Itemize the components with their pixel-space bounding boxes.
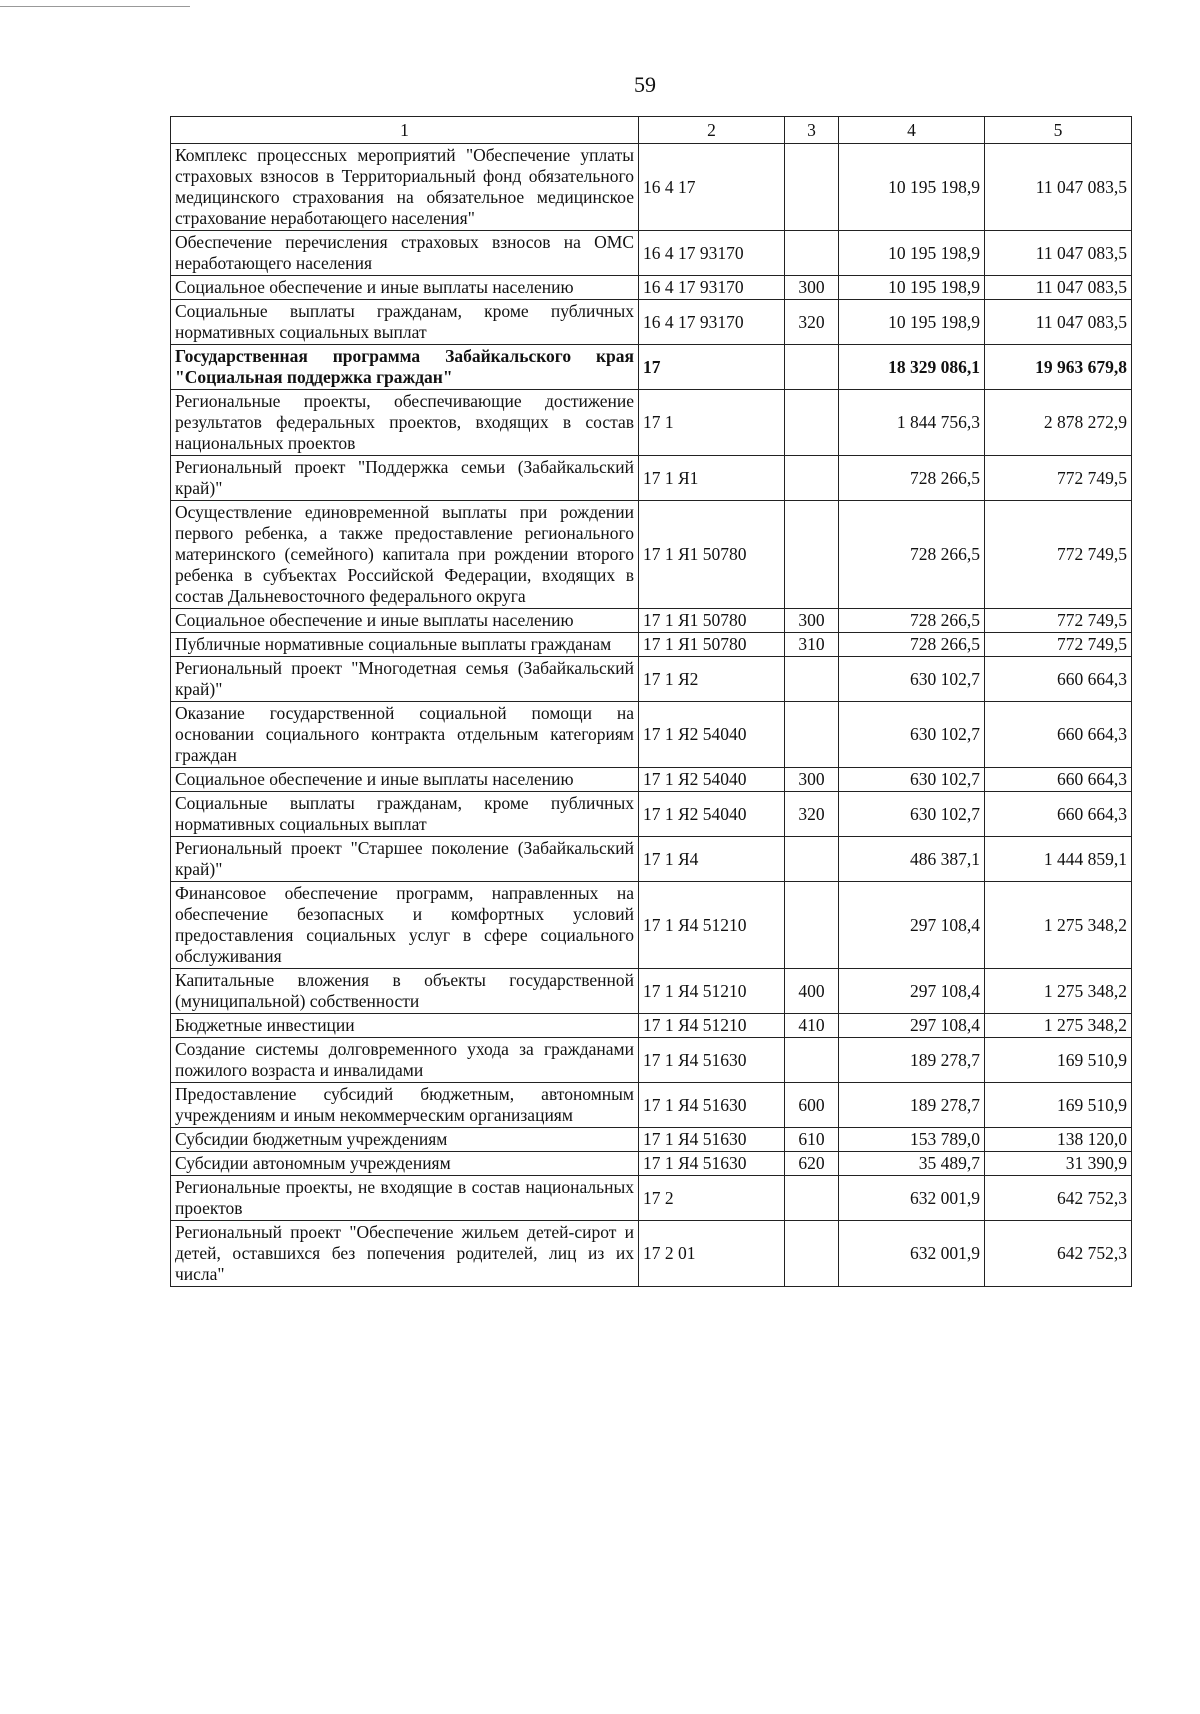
row-name: Социальные выплаты гражданам, кроме публичных нормативных социальных выплат — [171, 792, 639, 837]
row-amount-1: 10 195 198,9 — [839, 144, 985, 231]
row-name: Региональный проект "Многодетная семья (Забайкальский край)" — [171, 657, 639, 702]
table-row — [171, 144, 1132, 231]
row-code: 17 1 Я4 51630 — [639, 1038, 785, 1083]
row-expense-type: 300 — [785, 768, 839, 792]
row-name: Обеспечение перечисления страховых взносов на ОМС неработающего населения — [171, 231, 639, 276]
row-amount-2: 169 510,9 — [985, 1083, 1132, 1128]
row-expense-type — [785, 657, 839, 702]
row-expense-type: 300 — [785, 609, 839, 633]
row-code: 17 1 Я4 51210 — [639, 882, 785, 969]
row-amount-2: 1 444 859,1 — [985, 837, 1132, 882]
page-number: 59 — [634, 72, 656, 97]
row-amount-2: 2 878 272,9 — [985, 390, 1132, 456]
table-row — [171, 231, 1132, 276]
table-row — [171, 300, 1132, 345]
table-row — [171, 609, 1132, 633]
row-amount-2: 169 510,9 — [985, 1038, 1132, 1083]
header-col-5: 5 — [985, 117, 1132, 144]
row-name: Финансовое обеспечение программ, направленных на обеспечение безопасных и комфортных условий предоставления социальных услуг в сфере социального обслуживания — [171, 882, 639, 969]
row-expense-type — [785, 231, 839, 276]
row-amount-2: 772 749,5 — [985, 501, 1132, 609]
row-amount-1: 1 844 756,3 — [839, 390, 985, 456]
header-row — [171, 117, 1132, 144]
row-amount-2: 642 752,3 — [985, 1176, 1132, 1221]
row-name: Предоставление субсидий бюджетным, автономным учреждениям и иным некоммерческим организациям — [171, 1083, 639, 1128]
row-amount-2: 660 664,3 — [985, 702, 1132, 768]
table-row — [171, 1152, 1132, 1176]
header-col-3: 3 — [785, 117, 839, 144]
row-expense-type: 620 — [785, 1152, 839, 1176]
row-name: Комплекс процессных мероприятий "Обеспечение уплаты страховых взносов в Территориальный фонд обязательного медицинского страхования на обязательное медицинское страхование неработающего населения" — [171, 144, 639, 231]
row-expense-type — [785, 1221, 839, 1287]
row-name: Осуществление единовременной выплаты при рождении первого ребенка, а также предоставление регионального материнского (семейного) капитала при рождении второго ребенка в субъектах Российской Федерации, входящих в состав Дальневосточного федерального округа — [171, 501, 639, 609]
row-code: 16 4 17 93170 — [639, 276, 785, 300]
row-code: 17 1 Я1 50780 — [639, 633, 785, 657]
budget-table-body — [171, 117, 1132, 1287]
row-expense-type — [785, 345, 839, 390]
row-amount-2: 772 749,5 — [985, 609, 1132, 633]
row-amount-2: 642 752,3 — [985, 1221, 1132, 1287]
row-name: Региональный проект "Старшее поколение (Забайкальский край)" — [171, 837, 639, 882]
row-amount-2: 1 275 348,2 — [985, 1014, 1132, 1038]
row-amount-1: 728 266,5 — [839, 501, 985, 609]
row-amount-2: 11 047 083,5 — [985, 276, 1132, 300]
row-name: Государственная программа Забайкальского края "Социальная поддержка граждан" — [171, 345, 639, 390]
row-amount-2: 660 664,3 — [985, 792, 1132, 837]
row-code: 17 1 Я2 — [639, 657, 785, 702]
row-name: Субсидии автономным учреждениям — [171, 1152, 639, 1176]
table-row — [171, 837, 1132, 882]
row-code: 17 1 Я2 54040 — [639, 792, 785, 837]
table-row — [171, 1128, 1132, 1152]
table-row — [171, 390, 1132, 456]
row-name: Социальное обеспечение и иные выплаты населению — [171, 276, 639, 300]
row-amount-1: 630 102,7 — [839, 768, 985, 792]
row-amount-1: 728 266,5 — [839, 609, 985, 633]
row-code: 17 1 Я1 50780 — [639, 501, 785, 609]
scan-top-line — [0, 6, 190, 7]
row-code: 17 — [639, 345, 785, 390]
row-name: Субсидии бюджетным учреждениям — [171, 1128, 639, 1152]
row-expense-type — [785, 1038, 839, 1083]
row-code: 16 4 17 — [639, 144, 785, 231]
row-expense-type: 310 — [785, 633, 839, 657]
row-expense-type — [785, 144, 839, 231]
row-code: 17 1 Я4 51210 — [639, 969, 785, 1014]
table-row — [171, 768, 1132, 792]
row-name: Капитальные вложения в объекты государственной (муниципальной) собственности — [171, 969, 639, 1014]
row-amount-2: 19 963 679,8 — [985, 345, 1132, 390]
row-code: 16 4 17 93170 — [639, 300, 785, 345]
header-col-2: 2 — [639, 117, 785, 144]
row-code: 17 1 Я1 — [639, 456, 785, 501]
table-row — [171, 1038, 1132, 1083]
row-expense-type: 300 — [785, 276, 839, 300]
row-amount-1: 297 108,4 — [839, 1014, 985, 1038]
row-expense-type — [785, 837, 839, 882]
row-amount-1: 10 195 198,9 — [839, 300, 985, 345]
row-name: Создание системы долговременного ухода за гражданами пожилого возраста и инвалидами — [171, 1038, 639, 1083]
row-expense-type: 320 — [785, 300, 839, 345]
table-row — [171, 1083, 1132, 1128]
row-amount-1: 189 278,7 — [839, 1083, 985, 1128]
table-row — [171, 1014, 1132, 1038]
row-expense-type — [785, 390, 839, 456]
row-name: Бюджетные инвестиции — [171, 1014, 639, 1038]
row-code: 16 4 17 93170 — [639, 231, 785, 276]
row-amount-1: 630 102,7 — [839, 792, 985, 837]
table-row — [171, 657, 1132, 702]
table-row — [171, 792, 1132, 837]
row-amount-1: 632 001,9 — [839, 1221, 985, 1287]
row-amount-1: 630 102,7 — [839, 702, 985, 768]
row-amount-1: 10 195 198,9 — [839, 276, 985, 300]
row-expense-type: 600 — [785, 1083, 839, 1128]
row-amount-1: 297 108,4 — [839, 969, 985, 1014]
table-row — [171, 1221, 1132, 1287]
row-expense-type — [785, 1176, 839, 1221]
row-expense-type: 610 — [785, 1128, 839, 1152]
row-amount-1: 189 278,7 — [839, 1038, 985, 1083]
row-amount-1: 35 489,7 — [839, 1152, 985, 1176]
row-amount-2: 660 664,3 — [985, 768, 1132, 792]
row-amount-1: 728 266,5 — [839, 633, 985, 657]
row-expense-type: 400 — [785, 969, 839, 1014]
table-row — [171, 702, 1132, 768]
row-amount-2: 31 390,9 — [985, 1152, 1132, 1176]
table-row — [171, 501, 1132, 609]
row-expense-type: 410 — [785, 1014, 839, 1038]
row-name: Региональные проекты, обеспечивающие достижение результатов федеральных проектов, входящих в состав национальных проектов — [171, 390, 639, 456]
row-code: 17 1 Я1 50780 — [639, 609, 785, 633]
row-amount-1: 297 108,4 — [839, 882, 985, 969]
row-amount-1: 10 195 198,9 — [839, 231, 985, 276]
row-expense-type — [785, 882, 839, 969]
table-row — [171, 276, 1132, 300]
table-row — [171, 456, 1132, 501]
row-amount-2: 138 120,0 — [985, 1128, 1132, 1152]
row-amount-2: 1 275 348,2 — [985, 882, 1132, 969]
row-amount-2: 11 047 083,5 — [985, 300, 1132, 345]
row-amount-2: 660 664,3 — [985, 657, 1132, 702]
row-amount-2: 11 047 083,5 — [985, 144, 1132, 231]
row-amount-1: 632 001,9 — [839, 1176, 985, 1221]
row-amount-1: 486 387,1 — [839, 837, 985, 882]
row-amount-1: 728 266,5 — [839, 456, 985, 501]
row-name: Публичные нормативные социальные выплаты гражданам — [171, 633, 639, 657]
row-name: Социальное обеспечение и иные выплаты населению — [171, 609, 639, 633]
row-amount-2: 1 275 348,2 — [985, 969, 1132, 1014]
row-name: Региональные проекты, не входящие в состав национальных проектов — [171, 1176, 639, 1221]
row-name: Региональный проект "Обеспечение жильем детей-сирот и детей, оставшихся без попечения родителей, лиц из их числа" — [171, 1221, 639, 1287]
row-code: 17 2 — [639, 1176, 785, 1221]
header-col-1: 1 — [171, 117, 639, 144]
row-code: 17 1 Я2 54040 — [639, 768, 785, 792]
row-name: Социальные выплаты гражданам, кроме публичных нормативных социальных выплат — [171, 300, 639, 345]
row-code: 17 1 Я4 51630 — [639, 1083, 785, 1128]
row-name: Оказание государственной социальной помощи на основании социального контракта отдельным категориям граждан — [171, 702, 639, 768]
table-row — [171, 969, 1132, 1014]
table-row — [171, 1176, 1132, 1221]
table-row — [171, 882, 1132, 969]
row-name: Социальное обеспечение и иные выплаты населению — [171, 768, 639, 792]
row-amount-1: 18 329 086,1 — [839, 345, 985, 390]
row-code: 17 1 Я4 51210 — [639, 1014, 785, 1038]
row-expense-type — [785, 702, 839, 768]
row-code: 17 1 Я4 51630 — [639, 1128, 785, 1152]
row-expense-type — [785, 456, 839, 501]
row-code: 17 1 — [639, 390, 785, 456]
row-amount-2: 11 047 083,5 — [985, 231, 1132, 276]
row-code: 17 1 Я2 54040 — [639, 702, 785, 768]
header-col-4: 4 — [839, 117, 985, 144]
row-amount-2: 772 749,5 — [985, 456, 1132, 501]
table-row — [171, 633, 1132, 657]
budget-table — [170, 116, 1132, 1287]
row-amount-1: 630 102,7 — [839, 657, 985, 702]
row-code: 17 1 Я4 — [639, 837, 785, 882]
row-amount-1: 153 789,0 — [839, 1128, 985, 1152]
row-code: 17 1 Я4 51630 — [639, 1152, 785, 1176]
row-name: Региональный проект "Поддержка семьи (Забайкальский край)" — [171, 456, 639, 501]
row-amount-2: 772 749,5 — [985, 633, 1132, 657]
row-expense-type — [785, 501, 839, 609]
row-code: 17 2 01 — [639, 1221, 785, 1287]
row-expense-type: 320 — [785, 792, 839, 837]
table-row — [171, 345, 1132, 390]
